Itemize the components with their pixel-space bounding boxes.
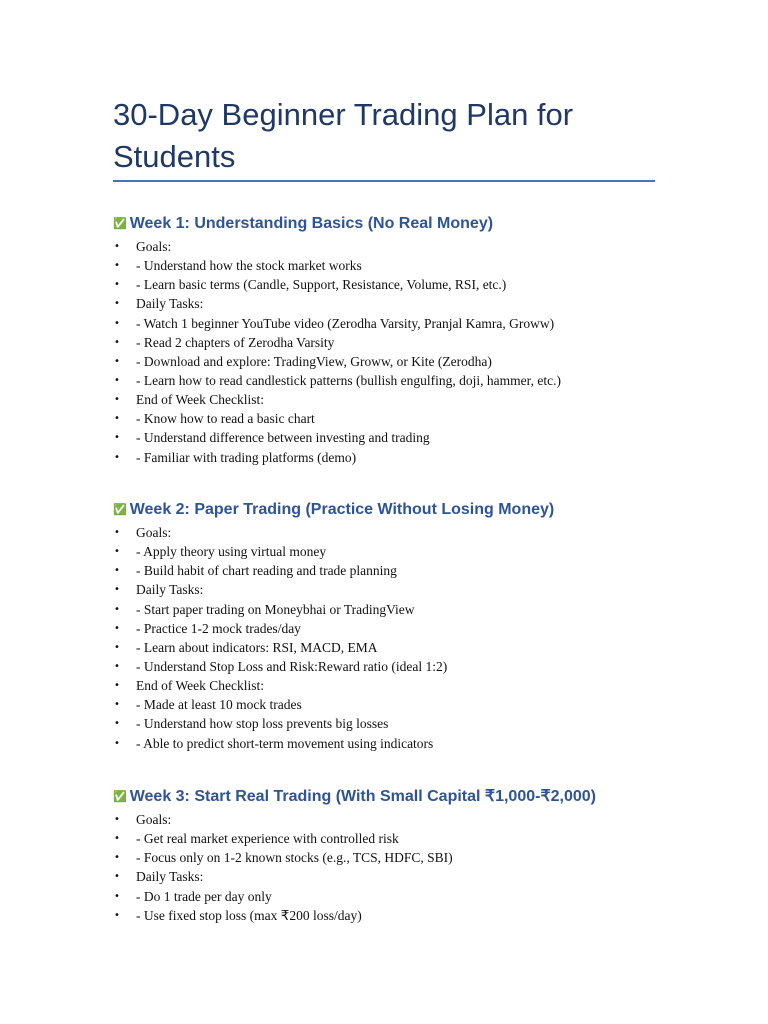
bullet-icon: • [114, 432, 120, 444]
bullet-icon: • [114, 546, 120, 558]
bullet-icon: • [114, 584, 120, 596]
list-item-text: - Get real market experience with controlled risk [136, 831, 399, 847]
list-item [113, 887, 713, 906]
list-item-text: - Start paper trading on Moneybhai or TradingView [136, 601, 415, 617]
bullet-list [113, 810, 713, 925]
section-heading-text: Week 2: Paper Trading (Practice Without Losing Money) [129, 501, 555, 518]
bullet-icon: • [114, 641, 120, 653]
bullet-icon: • [114, 394, 120, 406]
checkmark-icon: ✅ [113, 503, 127, 516]
bullet-list [113, 237, 713, 467]
list-item-text: - Understand difference between investing and trading [136, 430, 430, 446]
week-section [113, 784, 713, 925]
section-heading [113, 211, 713, 237]
list-item [113, 352, 713, 371]
bullet-icon: • [114, 317, 120, 329]
list-item [113, 638, 713, 657]
list-item [113, 734, 713, 753]
list-item [113, 810, 713, 829]
bullet-icon: • [114, 241, 120, 252]
bullet-icon: • [114, 260, 120, 272]
list-item [113, 409, 713, 428]
bullet-icon: • [114, 298, 120, 310]
bullet-icon: • [114, 871, 120, 883]
list-item [113, 619, 713, 638]
list-item [113, 906, 713, 925]
list-item-text: End of Week Checklist: [136, 392, 265, 408]
list-item-text: Daily Tasks: [136, 296, 204, 312]
bullet-icon: • [114, 852, 120, 864]
list-item-text: - Focus only on 1-2 known stocks (e.g., TCS, HDFC, SBI) [136, 850, 453, 866]
list-item [113, 695, 713, 714]
document-title: 30-Day Beginner Trading Plan for Students [113, 97, 574, 174]
checkmark-icon: ✅ [113, 790, 127, 803]
bullet-icon: • [114, 355, 120, 367]
bullet-icon: • [114, 413, 120, 425]
list-item [113, 256, 713, 275]
bullet-icon: • [114, 451, 120, 463]
list-item [113, 390, 713, 409]
list-item [113, 523, 713, 542]
bullet-icon: • [114, 565, 120, 577]
list-item-text: - Do 1 trade per day only [136, 888, 272, 904]
list-item [113, 542, 713, 561]
bullet-icon: • [114, 737, 120, 749]
section-heading-text: Week 1: Understanding Basics (No Real Money) [129, 215, 494, 232]
section-heading [113, 497, 713, 523]
list-item [113, 371, 713, 390]
section-heading-text: Week 3: Start Real Trading (With Small Capital ₹1,000-₹2,000) [129, 788, 596, 805]
bullet-list [113, 523, 713, 753]
checkmark-icon: ✅ [113, 217, 127, 230]
list-item-text: - Familiar with trading platforms (demo) [136, 449, 357, 465]
list-item-text: Daily Tasks: [136, 869, 204, 885]
list-item-text: - Able to predict short-term movement using indicators [136, 735, 434, 751]
list-item-text: - Practice 1-2 mock trades/day [136, 620, 301, 636]
list-item-text: Goals: [136, 812, 172, 827]
list-item-text: - Made at least 10 mock trades [136, 697, 302, 713]
title-underline [113, 180, 655, 182]
list-item-text: - Understand how the stock market works [136, 258, 362, 274]
list-item-text: - Understand Stop Loss and Risk:Reward ratio (ideal 1:2) [136, 658, 448, 674]
list-item-text: - Read 2 chapters of Zerodha Varsity [136, 334, 335, 350]
list-item-text: Goals: [136, 525, 172, 540]
list-item-text: - Download and explore: TradingView, Groww, or Kite (Zerodha) [136, 353, 492, 369]
list-item-text: Daily Tasks: [136, 582, 204, 598]
section-heading [113, 784, 713, 810]
bullet-icon: • [114, 718, 120, 730]
list-item [113, 428, 713, 447]
list-item [113, 580, 713, 599]
bullet-icon: • [114, 814, 120, 825]
bullet-icon: • [114, 603, 120, 615]
bullet-icon: • [114, 622, 120, 634]
list-item-text: - Understand how stop loss prevents big losses [136, 716, 389, 732]
bullet-icon: • [114, 660, 120, 672]
list-item [113, 333, 713, 352]
bullet-icon: • [114, 279, 120, 291]
list-item-text: - Use fixed stop loss (max ₹200 loss/day) [136, 907, 362, 923]
bullet-icon: • [114, 699, 120, 711]
list-item-text: - Build habit of chart reading and trade planning [136, 563, 397, 579]
list-item [113, 676, 713, 695]
list-item-text: - Watch 1 beginner YouTube video (Zerodha Varsity, Pranjal Kamra, Groww) [136, 315, 555, 331]
list-item [113, 275, 713, 294]
list-item-text: Goals: [136, 239, 172, 254]
bullet-icon: • [114, 336, 120, 348]
week-section [113, 497, 713, 753]
list-item [113, 561, 713, 580]
list-item [113, 848, 713, 867]
list-item-text: - Apply theory using virtual money [136, 544, 327, 560]
list-item-text: - Learn about indicators: RSI, MACD, EMA [136, 639, 378, 655]
list-item-text: - Learn how to read candlestick patterns (bullish engulfing, doji, hammer, etc.) [136, 372, 561, 388]
list-item-text: - Know how to read a basic chart [136, 411, 315, 427]
bullet-icon: • [114, 890, 120, 902]
bullet-icon: • [114, 527, 120, 538]
list-item [113, 867, 713, 886]
bullet-icon: • [114, 909, 120, 921]
list-item [113, 237, 713, 256]
list-item [113, 448, 713, 467]
list-item-text: End of Week Checklist: [136, 678, 265, 694]
list-item [113, 600, 713, 619]
bullet-icon: • [114, 680, 120, 692]
week-section [113, 211, 713, 467]
list-item [113, 714, 713, 733]
list-item [113, 657, 713, 676]
list-item [113, 294, 713, 313]
list-item-text: - Learn basic terms (Candle, Support, Resistance, Volume, RSI, etc.) [136, 277, 507, 293]
bullet-icon: • [114, 374, 120, 386]
list-item [113, 829, 713, 848]
bullet-icon: • [114, 833, 120, 845]
list-item [113, 314, 713, 333]
